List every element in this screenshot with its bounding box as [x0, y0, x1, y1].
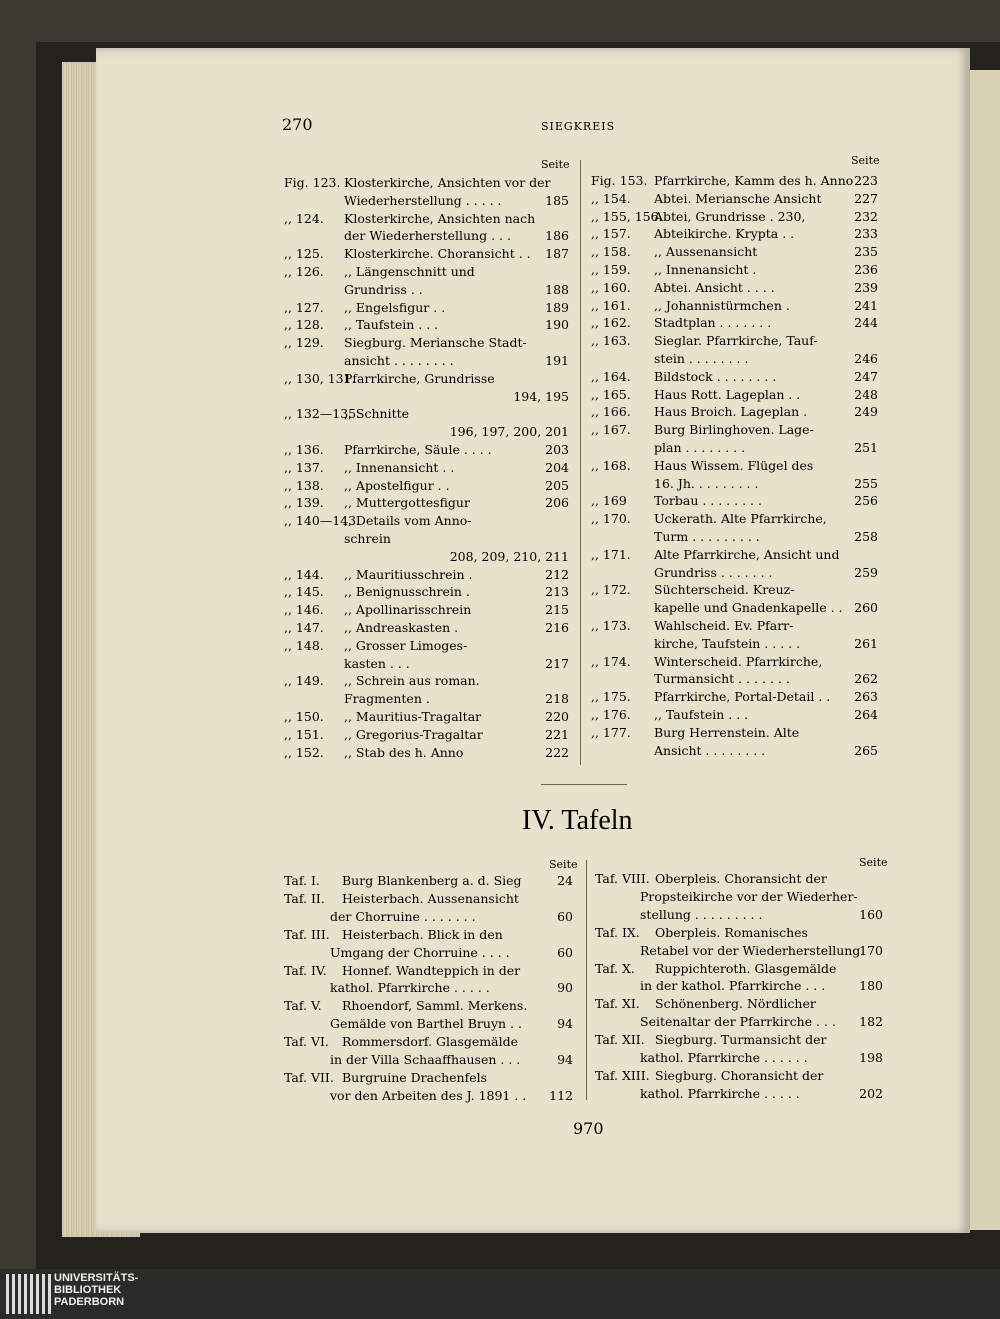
- library-logo-icon: [6, 1274, 52, 1314]
- figure-entry-label: ,, 146.: [284, 602, 324, 618]
- figure-entry-title: kasten . . .: [344, 655, 410, 671]
- figure-entry-title: ansicht . . . . . . . .: [344, 353, 454, 368]
- figure-entry-label: ,, 149.: [284, 673, 324, 689]
- figure-entry-page: 220: [545, 709, 569, 724]
- figure-entry-title: ,, Mauritius-Tragaltar: [344, 709, 482, 724]
- figure-entry-label: ,, 162.: [591, 315, 631, 331]
- figure-entry-label: ,, 170.: [591, 511, 631, 527]
- figure-entry-label: ,, 128.: [284, 317, 324, 333]
- figure-entry-page: 249: [854, 404, 878, 420]
- figure-entry-title: ,, Johannistürmchen .: [654, 297, 790, 313]
- tafel-entry-title: Ruppichteroth. Glasgemälde: [655, 960, 837, 976]
- figure-entry-title: ,, Schnitte: [344, 406, 410, 422]
- figure-entry-title: ,, Apollinarisschrein: [344, 602, 472, 618]
- figure-entry-title: Grundriss . . . . . . .: [654, 564, 773, 580]
- figure-entry-title: ,, Engelsfigur . .: [344, 299, 446, 315]
- figure-entry-page: 247: [854, 368, 878, 384]
- tafel-entry-label: Taf. IX.: [595, 924, 640, 940]
- figure-entry-title: ,, Details vom Anno-: [344, 513, 472, 529]
- figure-entry-page: 190: [545, 317, 569, 333]
- tafel-entry-label: Taf. II.: [284, 890, 325, 906]
- figure-entry-page: 203: [545, 442, 569, 457]
- figure-entry-title: Torbau . . . . . . . .: [654, 493, 762, 509]
- figure-entry-label: ,, 125.: [284, 246, 324, 262]
- figure-entry-title: Bildstock . . . . . . . .: [654, 368, 777, 384]
- figure-entry-label: ,, 136.: [284, 442, 324, 457]
- tafel-entry-page: 180: [859, 978, 883, 994]
- figure-entry-title: Wahlscheid. Ev. Pfarr-: [654, 618, 794, 633]
- figure-entry-title: Haus Wissem. Flügel des: [654, 457, 814, 473]
- tafel-entry-title: Propsteikirche vor der Wiederher-: [640, 888, 858, 904]
- figure-entry-title: Haus Rott. Lageplan . .: [654, 386, 801, 402]
- tafel-entry-title: kathol. Pfarrkirche . . . . .: [640, 1085, 800, 1101]
- tafel-entry-title: kathol. Pfarrkirche . . . . . .: [640, 1050, 808, 1065]
- figure-entry-title: Abteikirche. Krypta . .: [654, 226, 795, 242]
- figure-entry-page: 233: [854, 226, 878, 242]
- figure-entry-label: ,, 150.: [284, 709, 324, 724]
- tafel-entry-label: Taf. I.: [284, 873, 320, 888]
- figure-entry-page: 256: [854, 493, 878, 509]
- figure-entry-label: Fig. 153.: [591, 173, 648, 188]
- tafel-entry-page: 182: [859, 1014, 883, 1030]
- figure-entry-label: ,, 129.: [284, 335, 324, 351]
- tafel-entry-label: Taf. XI.: [595, 996, 640, 1012]
- figure-entry-title: ,, Benignusschrein .: [344, 584, 470, 600]
- figure-entry-label: ,, 152.: [284, 744, 324, 760]
- figure-entry-title: Pfarrkirche, Grundrisse: [344, 370, 495, 386]
- tafeln-column-divider: [586, 860, 587, 1100]
- tafel-entry-label: Taf. XII.: [595, 1032, 645, 1048]
- figure-entry-label: ,, 157.: [591, 226, 631, 242]
- tafel-entry-page: 24: [557, 873, 573, 888]
- seite-label-tafeln-left: Seite: [549, 858, 578, 871]
- tafel-entry-page: 170: [859, 942, 883, 958]
- figure-entry-page: 187: [545, 246, 569, 262]
- figure-entry-page: 239: [854, 279, 878, 295]
- tafel-entry-title: Siegburg. Choransicht der: [655, 1067, 824, 1083]
- tafel-entry-title: Oberpleis. Choransicht der: [655, 871, 827, 886]
- figure-entry-title: Burg Herrenstein. Alte: [654, 724, 800, 740]
- figure-entry-label: ,, 172.: [591, 582, 631, 598]
- figure-entry-label: ,, 154.: [591, 190, 631, 206]
- tafel-entry-title: Retabel vor der Wiederherstellung: [640, 942, 861, 958]
- figure-entry-page: 246: [854, 351, 878, 366]
- tafel-entry-label: Taf. XIII.: [595, 1067, 650, 1083]
- seite-label-right: Seite: [851, 154, 880, 167]
- figure-entry-page: 258: [854, 529, 878, 544]
- figure-entry-title: Wiederherstellung . . . . .: [344, 192, 502, 208]
- figure-entry-label: ,, 164.: [591, 368, 631, 384]
- running-head: SIEGKREIS: [541, 120, 616, 133]
- figure-entry-title: Haus Broich. Lageplan .: [654, 404, 808, 420]
- tafel-entry-title: Rommersdorf. Glasgemälde: [342, 1034, 519, 1050]
- tafel-entry-label: Taf. VIII.: [595, 871, 650, 886]
- figure-entry-label: ,, 168.: [591, 457, 631, 473]
- figure-entry-title: Abtei, Grundrisse . 230,: [654, 208, 806, 224]
- figure-entry-title: 16. Jh. . . . . . . . .: [654, 475, 759, 491]
- figure-entry-title: Abtei. Ansicht . . . .: [654, 279, 775, 295]
- figure-entry-page: 263: [854, 689, 878, 705]
- tafel-entry-page: 60: [557, 944, 573, 960]
- figure-entry-title: ,, Längenschnitt und: [344, 264, 475, 279]
- figure-entry-page: 208, 209, 210, 211: [449, 548, 569, 564]
- figure-entry-title: Ansicht . . . . . . . .: [654, 742, 766, 758]
- tafel-entry-label: Taf. IV.: [284, 962, 327, 978]
- tafel-entry-title: stellung . . . . . . . . .: [640, 906, 763, 922]
- figure-entry-title: Abtei. Meriansche Ansicht: [654, 190, 822, 206]
- figure-entry-title: Grundriss . .: [344, 281, 423, 297]
- figure-entry-page: 185: [545, 192, 569, 208]
- section-rule: [541, 784, 627, 785]
- figure-entry-title: ,, Aussenansicht: [654, 244, 758, 260]
- figure-entry-page: 264: [854, 707, 878, 722]
- tafel-entry-title: der Chorruine . . . . . . .: [330, 908, 476, 924]
- figure-entry-label: ,, 137.: [284, 459, 324, 475]
- column-divider: [580, 160, 581, 765]
- figure-entry-page: 262: [854, 671, 878, 687]
- library-name-line1: UNIVERSITÄTS-: [54, 1272, 139, 1284]
- tafel-entry-title: Honnef. Wandteppich in der: [342, 962, 521, 978]
- figure-entry-page: 251: [854, 440, 878, 455]
- figure-entry-page: 206: [545, 495, 569, 511]
- seite-label-left: Seite: [541, 158, 570, 171]
- right-page-edge: [970, 70, 1000, 1230]
- figure-entry-page: 186: [545, 228, 569, 244]
- figure-entry-page: 188: [545, 281, 569, 297]
- tafel-entry-title: Oberpleis. Romanisches: [655, 924, 808, 940]
- figure-entry-page: 212: [545, 566, 569, 582]
- figure-entry-title: ,, Apostelfigur . .: [344, 477, 450, 493]
- figure-entry-title: ,, Gregorius-Tragaltar: [344, 726, 483, 742]
- figure-entry-page: 248: [854, 386, 878, 402]
- seite-label-tafeln-right: Seite: [859, 856, 888, 869]
- figure-entry-label: ,, 151.: [284, 726, 324, 742]
- figure-entry-title: ,, Innenansicht .: [654, 262, 757, 277]
- figure-entry-title: ,, Taufstein . . .: [344, 317, 439, 333]
- figure-entry-title: schrein: [344, 531, 391, 546]
- figure-entry-title: kirche, Taufstein . . . . .: [654, 635, 801, 651]
- figure-entry-title: ,, Innenansicht . .: [344, 459, 455, 475]
- figure-entry-page: 244: [854, 315, 878, 331]
- figure-entry-title: Klosterkirche, Ansichten nach: [344, 210, 536, 226]
- figure-entry-page: 232: [854, 208, 878, 224]
- figure-entry-title: Uckerath. Alte Pfarrkirche,: [654, 511, 827, 527]
- figure-entry-page: 205: [545, 477, 569, 493]
- figure-entry-title: Sieglar. Pfarrkirche, Tauf-: [654, 333, 818, 349]
- figure-entry-title: ,, Mauritiusschrein .: [344, 566, 473, 582]
- tafel-entry-label: Taf. X.: [595, 960, 635, 976]
- tafel-entry-title: Burgruine Drachenfels: [342, 1069, 488, 1085]
- figure-entry-label: ,, 130, 131.: [284, 370, 356, 386]
- figure-entry-label: ,, 147.: [284, 620, 324, 635]
- figure-entry-page: 261: [854, 635, 878, 651]
- figure-entry-label: ,, 174.: [591, 653, 631, 669]
- tafel-entry-title: Heisterbach. Blick in den: [342, 926, 503, 942]
- tafel-entry-label: Taf. III.: [284, 926, 330, 942]
- figure-entry-page: 196, 197, 200, 201: [449, 424, 569, 440]
- figure-entry-title: ,, Taufstein . . .: [654, 707, 749, 722]
- figure-entry-label: ,, 144.: [284, 566, 324, 582]
- figure-entry-page: 194, 195: [513, 388, 569, 404]
- figure-entry-title: Klosterkirche. Choransicht . .: [344, 246, 531, 262]
- figure-entry-title: ,, Muttergottesfigur: [344, 495, 470, 511]
- tafel-entry-page: 94: [557, 1016, 573, 1032]
- folio-number: 970: [573, 1119, 604, 1138]
- figure-entry-label: ,, 124.: [284, 210, 324, 226]
- figure-entry-page: 259: [854, 564, 878, 580]
- figure-entry-title: Pfarrkirche, Portal-Detail . .: [654, 689, 831, 705]
- figure-entry-title: Süchterscheid. Kreuz-: [654, 582, 795, 598]
- figure-entry-title: ,, Andreaskasten .: [344, 620, 459, 635]
- figure-entry-title: ,, Grosser Limoges-: [344, 637, 468, 653]
- figure-entry-page: 217: [545, 655, 569, 671]
- figure-entry-label: ,, 145.: [284, 584, 324, 600]
- figure-entry-label: ,, 175.: [591, 689, 631, 705]
- tafel-entry-title: Burg Blankenberg a. d. Sieg: [342, 873, 522, 888]
- figure-entry-label: ,, 158.: [591, 244, 631, 260]
- tafel-entry-title: Siegburg. Turmansicht der: [655, 1032, 827, 1048]
- tafel-entry-title: kathol. Pfarrkirche . . . . .: [330, 980, 490, 996]
- figure-entry-label: ,, 148.: [284, 637, 324, 653]
- tafel-entry-title: vor den Arbeiten des J. 1891 . .: [330, 1087, 527, 1103]
- tafel-entry-page: 112: [549, 1087, 573, 1103]
- tafel-entry-title: in der kathol. Pfarrkirche . . .: [640, 978, 826, 994]
- tafel-entry-title: Umgang der Chorruine . . . .: [330, 944, 510, 960]
- page-number: 270: [282, 115, 313, 134]
- figure-entry-page: 223: [854, 173, 878, 188]
- figure-entry-label: ,, 126.: [284, 264, 324, 279]
- tafel-entry-label: Taf. VII.: [284, 1069, 334, 1085]
- figure-entry-label: ,, 161.: [591, 297, 631, 313]
- figure-entry-page: 235: [854, 244, 878, 260]
- figure-entry-title: Alte Pfarrkirche, Ansicht und: [654, 546, 840, 562]
- figure-entry-page: 213: [545, 584, 569, 600]
- figure-entry-title: Fragmenten .: [344, 691, 430, 707]
- figure-entry-label: ,, 165.: [591, 386, 631, 402]
- library-name-line3: PADERBORN: [54, 1296, 125, 1308]
- figure-entry-page: 222: [545, 744, 569, 760]
- library-name-line2: BIBLIOTHEK: [54, 1284, 122, 1296]
- tafel-entry-title: in der Villa Schaaffhausen . . .: [330, 1052, 521, 1067]
- figure-entry-title: Winterscheid. Pfarrkirche,: [654, 653, 823, 669]
- figure-entry-title: plan . . . . . . . .: [654, 440, 746, 455]
- figure-entry-page: 221: [545, 726, 569, 742]
- tafel-entry-title: Schönenberg. Nördlicher: [655, 996, 816, 1012]
- library-footer: [0, 1269, 1000, 1319]
- figure-entry-page: 204: [545, 459, 569, 475]
- tafel-entry-title: Heisterbach. Aussenansicht: [342, 890, 519, 906]
- figure-entry-label: ,, 173.: [591, 618, 631, 633]
- figure-entry-label: ,, 169: [591, 493, 627, 509]
- figure-entry-page: 215: [545, 602, 569, 618]
- tafel-entry-page: 160: [859, 906, 883, 922]
- figure-entry-page: 216: [545, 620, 569, 635]
- figure-entry-label: ,, 127.: [284, 299, 324, 315]
- figure-entry-label: ,, 139.: [284, 495, 324, 511]
- tafel-entry-label: Taf. VI.: [284, 1034, 329, 1050]
- figure-entry-label: ,, 140—143.: [284, 513, 361, 529]
- figure-entry-page: 236: [854, 262, 878, 277]
- tafel-entry-title: Gemälde von Barthel Bruyn . .: [330, 1016, 522, 1032]
- figure-entry-label: ,, 167.: [591, 422, 631, 438]
- figure-entry-label: ,, 163.: [591, 333, 631, 349]
- figure-entry-page: 191: [545, 353, 569, 368]
- figure-entry-label: ,, 177.: [591, 724, 631, 740]
- figure-entry-title: ,, Stab des h. Anno: [344, 744, 464, 760]
- figure-entry-page: 265: [854, 742, 878, 758]
- figure-entry-page: 255: [854, 475, 878, 491]
- figure-entry-title: stein . . . . . . . .: [654, 351, 749, 366]
- figure-entry-label: ,, 132—135.: [284, 406, 361, 422]
- figure-entry-title: Burg Birlinghoven. Lage-: [654, 422, 814, 438]
- figure-entry-label: ,, 171.: [591, 546, 631, 562]
- figure-entry-title: Stadtplan . . . . . . .: [654, 315, 772, 331]
- figure-entry-page: 218: [545, 691, 569, 707]
- tafel-entry-title: Rhoendorf, Samml. Merkens.: [342, 998, 528, 1014]
- figure-entry-label: ,, 138.: [284, 477, 324, 493]
- figure-entry-page: 189: [545, 299, 569, 315]
- figure-entry-title: kapelle und Gnadenkapelle . .: [654, 600, 843, 616]
- figure-entry-label: ,, 166.: [591, 404, 631, 420]
- figure-entry-title: ,, Schrein aus roman.: [344, 673, 480, 689]
- section-title: IV. Tafeln: [522, 805, 633, 836]
- figure-entry-label: ,, 176.: [591, 707, 631, 722]
- tafel-entry-page: 60: [557, 908, 573, 924]
- figure-entry-page: 241: [854, 297, 878, 313]
- figure-entry-page: 227: [854, 190, 878, 206]
- figure-entry-title: Pfarrkirche, Kamm des h. Anno: [654, 173, 854, 188]
- figure-entry-label: Fig. 123.: [284, 175, 341, 190]
- figure-entry-label: ,, 160.: [591, 279, 631, 295]
- tafel-entry-page: 90: [557, 980, 573, 996]
- figure-entry-title: der Wiederherstellung . . .: [344, 228, 511, 244]
- figure-entry-page: 260: [854, 600, 878, 616]
- tafel-entry-label: Taf. V.: [284, 998, 322, 1014]
- figure-entry-title: Turm . . . . . . . . .: [654, 529, 760, 544]
- figure-entry-title: Pfarrkirche, Säule . . . .: [344, 442, 492, 457]
- figure-entry-label: ,, 155, 156.: [591, 208, 663, 224]
- figure-entry-label: ,, 159.: [591, 262, 631, 277]
- tafel-entry-page: 94: [557, 1052, 573, 1067]
- figure-entry-title: Siegburg. Meriansche Stadt-: [344, 335, 527, 351]
- tafel-entry-page: 198: [859, 1050, 883, 1065]
- figure-entry-title: Klosterkirche, Ansichten vor der: [344, 175, 551, 190]
- figure-entry-title: Turmansicht . . . . . . .: [654, 671, 790, 687]
- tafel-entry-page: 202: [859, 1085, 883, 1101]
- tafel-entry-title: Seitenaltar der Pfarrkirche . . .: [640, 1014, 836, 1030]
